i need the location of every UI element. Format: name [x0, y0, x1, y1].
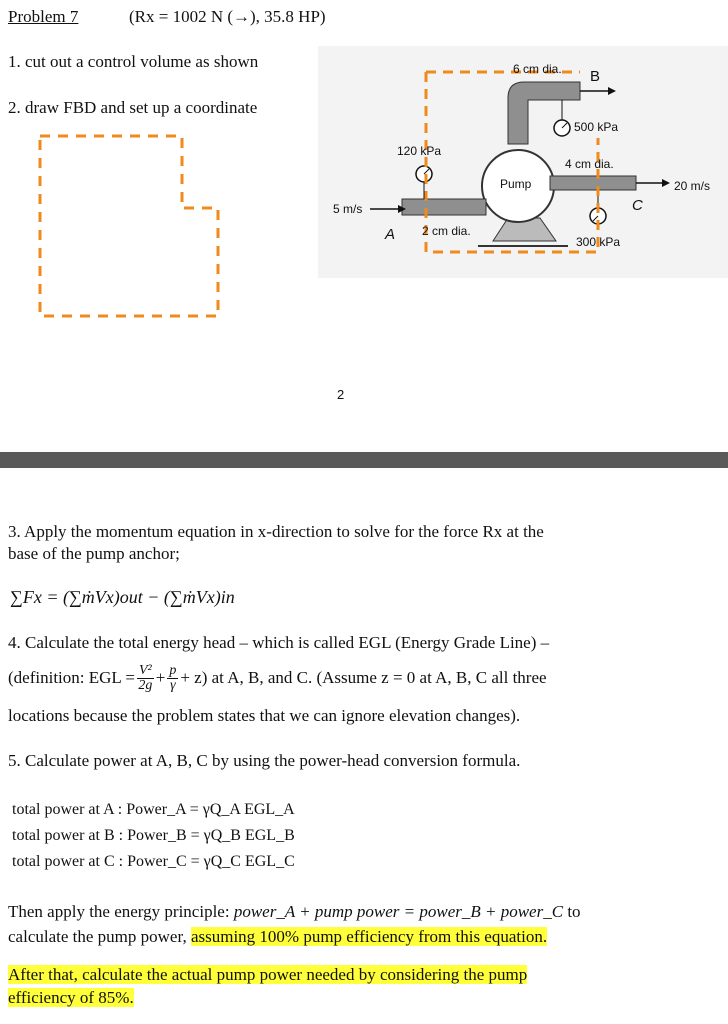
arrow-c-head: [662, 179, 670, 187]
step-1: 1. cut out a control volume as shown: [8, 52, 259, 71]
label-4cm: 4 cm dia.: [565, 157, 614, 171]
final-line-2: efficiency of 85%.: [8, 988, 134, 1007]
page-divider: [0, 452, 728, 468]
final-line-1: After that, calculate the actual pump power needed by considering the pump: [8, 965, 528, 984]
energy-line-1: Then apply the energy principle: power_A + pump power = power_B + power_C to: [8, 902, 581, 921]
egl-definition: [8, 662, 547, 694]
page-number: 2: [337, 387, 345, 402]
egl-def-mid: + z) at A, B, and C. (Assume z = 0 at A, B, C all three: [180, 668, 547, 687]
control-volume-sketch: [30, 128, 230, 324]
label-6cm: 6 cm dia.: [513, 62, 562, 76]
label-c: C: [632, 197, 643, 214]
egl-def-prefix: (definition: EGL =: [8, 668, 135, 687]
pump-diagram: [318, 46, 728, 278]
label-300kpa: 300 kPa: [576, 235, 621, 249]
answer-text: (Rx = 1002 N (→), 35.8 HP): [129, 7, 326, 26]
step-4-line-1: 4. Calculate the total energy head – which is called EGL (Energy Grade Line) –: [8, 633, 550, 652]
label-500kpa: 500 kPa: [574, 120, 619, 134]
step-2: 2. draw FBD and set up a coordinate: [8, 98, 258, 117]
pressure-head-fraction: $\frac{p}{\gamma}$: [169, 662, 177, 693]
velocity-head-fraction: $\frac{\text{V²}}{2g}$: [138, 662, 153, 693]
outlet-pipe-c: [550, 176, 636, 190]
power-b-formula: total power at B : Power_B = γQ_B EGL_B: [12, 827, 295, 844]
outlet-pipe-b: [508, 82, 580, 144]
power-a-formula: total power at A : Power_A = γQ_A EGL_A: [12, 801, 295, 818]
label-pump: Pump: [500, 177, 532, 191]
egl-plus: +: [155, 668, 166, 687]
label-20ms: 20 m/s: [674, 179, 711, 193]
label-2cm: 2 cm dia.: [422, 224, 471, 238]
control-volume-outline: [40, 136, 218, 316]
power-c-formula: total power at C : Power_C = γQ_C EGL_C: [12, 853, 295, 870]
label-120kpa: 120 kPa: [397, 144, 442, 158]
problem-label: Problem 7: [8, 7, 79, 26]
momentum-equation: ∑Fx = (∑ṁVx)out − (∑ṁVx)in: [10, 587, 235, 607]
label-5ms: 5 m/s: [333, 202, 363, 216]
highlight-100-efficiency: assuming 100% pump efficiency from this equation.: [190, 927, 548, 946]
step-3-line-1: 3. Apply the momentum equation in x-direction to solve for the force Rx at the: [8, 522, 544, 541]
energy-line-2: calculate the pump power, assuming 100% pump efficiency from this equation.: [8, 927, 548, 946]
arrow-b-head: [608, 87, 616, 95]
label-b: B: [590, 68, 601, 85]
label-a: A: [385, 226, 396, 243]
step-4-line-3: locations because the problem states that we can ignore elevation changes).: [8, 706, 521, 725]
step-3-line-2: base of the pump anchor;: [8, 544, 180, 563]
step-5-line-1: 5. Calculate power at A, B, C by using the power-head conversion formula.: [8, 751, 521, 770]
energy-equation: power_A + pump power = power_B + power_C: [233, 902, 564, 921]
inlet-pipe-a: [402, 199, 486, 215]
